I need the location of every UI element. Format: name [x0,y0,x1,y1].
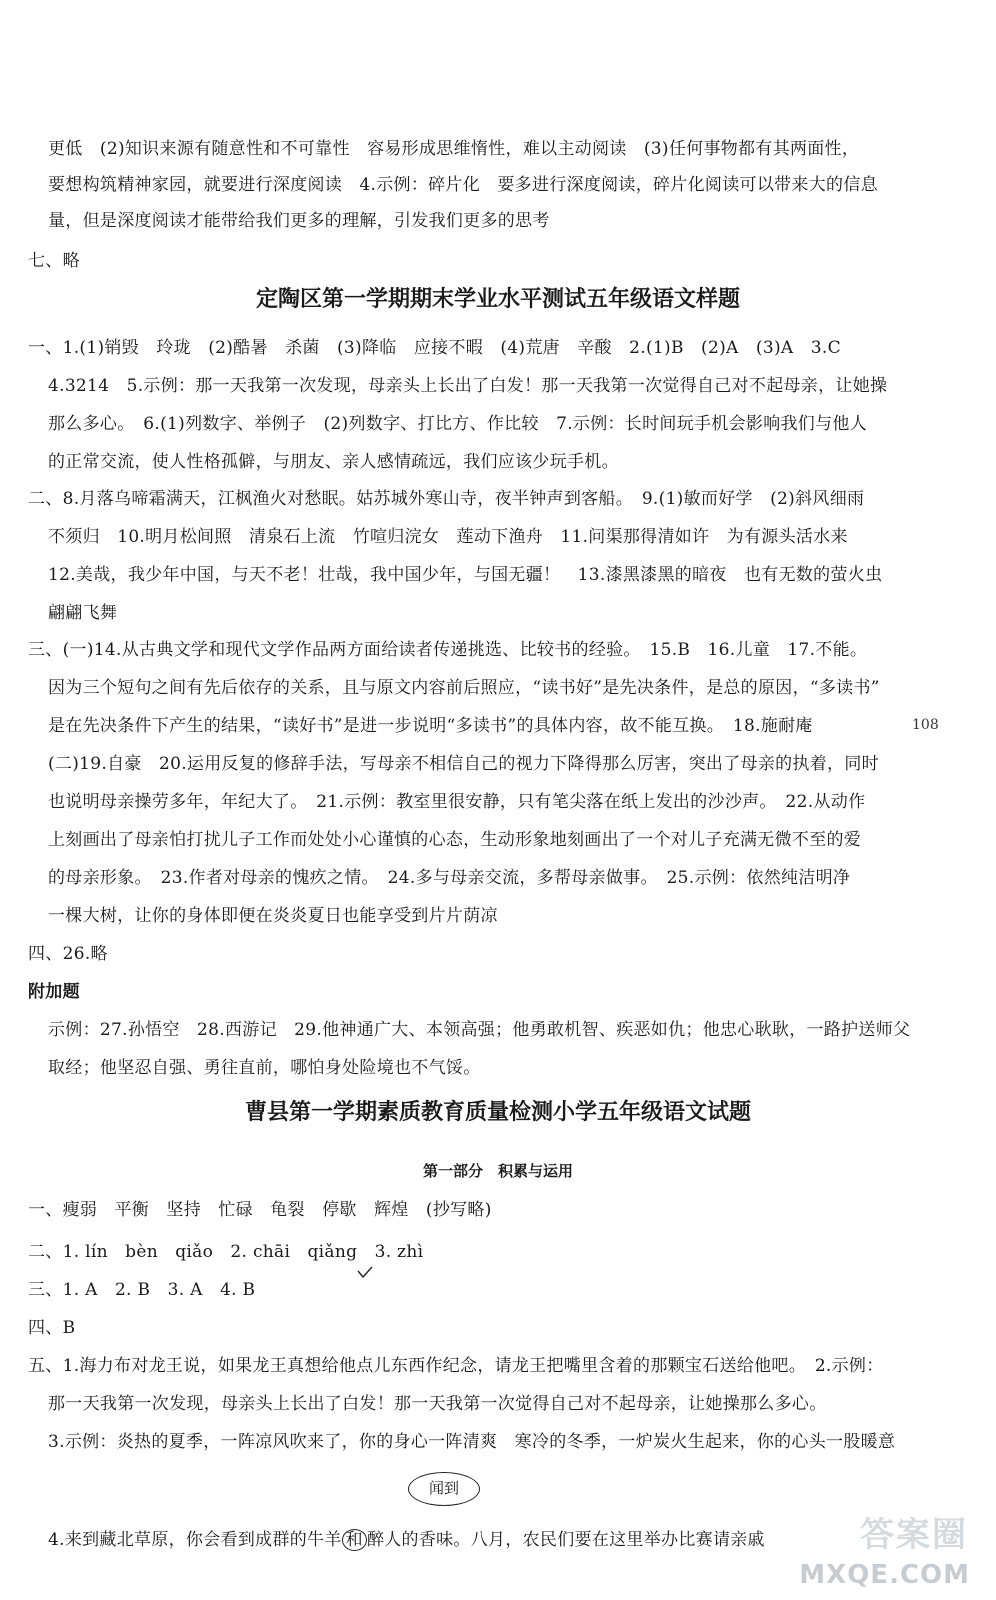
dingtao-line-19: 示例：27.孙悟空 28.西游记 29.他神通广大、本领高强；他勇敢机智、疾恶如仇；他忠心耿耿，一路护送师父 [48,1020,911,1040]
line-8-before: 4.来到藏北草原，你会看到成群的牛羊 [48,1530,342,1550]
caoxian-line-4: 四、B [28,1318,76,1338]
top-line-2: 要想构筑精神家园，就要进行深度阅读 4.示例：碎片化 要多进行深度阅读，碎片化阅读可以带来大的信息 [48,175,878,195]
watermark-site: MXQE.COM [799,1560,970,1590]
dingtao-line-13: 也说明母亲操劳多年，年纪大了。 21.示例：教室里很安静，只有笔尖落在纸上发出的沙沙声。 22.从动作 [48,792,866,812]
dingtao-line-11: 是在先决条件下产生的结果，“读好书”是进一步说明“多读书”的具体内容，故不能互换。 18.施耐庵 [48,716,813,736]
page-number: 108 [912,717,939,733]
line-8-after: 醉人的香味。八月，农民们要在这里举办比赛 [366,1530,713,1550]
dingtao-line-12: (二)19.自豪 20.运用反复的修辞手法，写母亲不相信自己的视力下降得那么厉害，突出了母亲的执着，同时 [48,754,879,774]
caoxian-line-2: 二、1. lín bèn qiǎo 2. chāi qiǎng 3. zhì [28,1242,424,1262]
caoxian-line-6: 那一天我第一次发现，母亲头上长出了白发！那一天我第一次觉得自己对不起母亲，让她操那么多心。 [48,1394,827,1414]
section-seven: 七、略 [28,251,80,271]
line-8-tail: 请亲戚 [712,1530,765,1550]
dingtao-line-7: 12.美哉，我少年中国，与天不老！壮哉，我中国少年，与国无疆！ 13.漆黑漆黑的暗夜 也有无数的萤火虫 [48,565,883,585]
bonus-heading: 附加题 [28,982,80,1002]
caoxian-line-1: 一、瘦弱 平衡 坚持 忙碌 龟裂 停歇 辉煌 (抄写略) [28,1200,492,1220]
dingtao-line-20: 取经；他坚忍自强、勇往直前，哪怕身处险境也不气馁。 [48,1058,481,1078]
correction-check-mark [357,1266,373,1278]
caoxian-line-8 [48,1528,765,1552]
dingtao-line-17: 四、26.略 [28,944,108,964]
top-line-3: 量，但是深度阅读才能带给我们更多的理解，引发我们更多的思考 [48,211,550,231]
dingtao-title: 定陶区第一学期期末学业水平测试五年级语文样题 [255,287,740,312]
dingtao-line-16: 一棵大树，让你的身体即便在炎炎夏日也能享受到片片荫凉 [48,906,498,926]
handwritten-correction: 闻到 [408,1472,480,1506]
dingtao-line-10: 因为三个短句之间有先后依存的关系，且与原文内容前后照应，“读书好”是先决条件，是总的原因，“多读书” [48,678,880,698]
dingtao-line-3: 那么多心。 6.(1)列数字、举例子 (2)列数字、打比方、作比较 7.示例：长时间玩手机会影响我们与他人 [48,414,867,434]
caoxian-line-5: 五、1.海力布对龙王说，如果龙王真想给他点儿东西作纪念，请龙王把嘴里含着的那颗宝石送给他吧。 2.示例： [28,1356,884,1376]
dingtao-line-2: 4.3214 5.示例：那一天我第一次发现，母亲头上长出了白发！那一天我第一次觉得自己对不起母亲，让她操 [48,376,888,396]
caoxian-line-3: 三、1. A 2. B 3. A 4. B [28,1280,256,1300]
caoxian-line-7: 3.示例：炎热的夏季，一阵凉风吹来了，你的身心一阵清爽 寒冷的冬季，一炉炭火生起来，你的心头一股暖意 [48,1432,896,1452]
watermark [793,1510,978,1590]
dingtao-line-1: 一、1.(1)销毁 玲珑 (2)酷暑 杀菌 (3)降临 应接不暇 (4)荒唐 辛酸 2.(1)B (2)A (3)A 3.C [28,338,841,358]
dingtao-line-9: 三、(一)14.从古典文学和现代文学作品两方面给读者传递挑选、比较书的经验。 15.B 16.儿童 17.不能。 [28,640,868,660]
dingtao-line-5: 二、8.月落乌啼霜满天，江枫渔火对愁眠。姑苏城外寒山寺，夜半钟声到客船。 9.(1)敏而好学 (2)斜风细雨 [28,489,865,509]
dingtao-line-15: 的母亲形象。 23.作者对母亲的愧疚之情。 24.多与母亲交流，多帮母亲做事。 25.示例：依然纯洁明净 [48,868,851,888]
dingtao-line-4: 的正常交流，使人性格孤僻，与朋友、亲人感情疏远，我们应该少玩手机。 [48,452,619,472]
dingtao-line-8: 翩翩飞舞 [48,603,118,623]
caoxian-title: 曹县第一学期素质教育质量检测小学五年级语文试题 [244,1100,751,1125]
dingtao-line-14: 上刻画出了母亲怕打扰儿子工作而处处小心谨慎的心态，生动形象地刻画出了一个对儿子充满无微不至的爱 [48,830,862,850]
circled-word: 和 [342,1529,367,1551]
watermark-logo: 答案圈 [860,1515,968,1555]
dingtao-line-6: 不须归 10.明月松间照 清泉石上流 竹喧归浣女 莲动下渔舟 11.问渠那得清如许 为有源头活水来 [48,527,848,547]
top-line-1: 更低 (2)知识来源有随意性和不可靠性 容易形成思维惰性，难以主动阅读 (3)任何事物都有其两面性， [48,139,860,159]
part-one-title: 第一部分 积累与运用 [422,1162,573,1180]
